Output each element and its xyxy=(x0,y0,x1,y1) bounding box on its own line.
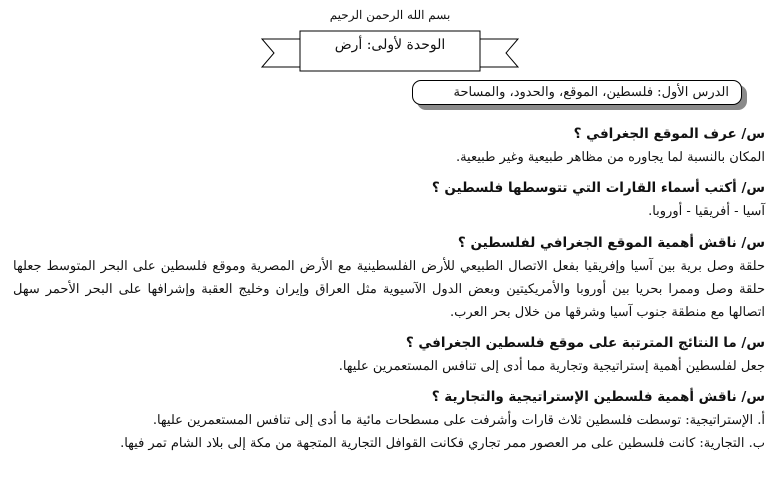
qa-item-4 xyxy=(13,331,765,378)
lesson-box-frame xyxy=(412,80,742,105)
unit-title: الوحدة لأولى: أرض xyxy=(334,37,446,53)
question-heading: س/ ناقش أهمية فلسطين الإستراتيجية والتجارية ؟ xyxy=(431,389,765,405)
question-heading: س/ عرف الموقع الجغرافي ؟ xyxy=(573,126,765,142)
qa-item-2 xyxy=(13,176,765,223)
answer-text: المكان بالنسبة لما يجاوره من مظاهر طبيعية وغير طبيعية. xyxy=(455,150,765,165)
answer-line: ب. التجارية: كانت فلسطين على مر العصور ممر تجاري فكانت القوافل التجارية المتجهة من مكة إلى بلاد الشام تمر فيها. xyxy=(120,436,765,451)
qa-item-3 xyxy=(13,231,765,324)
basmala: بسم الله الرحمن الرحيم xyxy=(329,8,451,22)
lesson-title: الدرس الأول: فلسطين، الموقع، والحدود، والمساحة xyxy=(453,85,729,100)
question-heading: س/ أكتب أسماء القارات التي تتوسطها فلسطين ؟ xyxy=(431,180,765,196)
answer-text: حلقة وصل برية بين آسيا وإفريقيا بفعل الاتصال الطبيعي للأرض الفلسطينية مع الأرض المصرية وموقع فلسطين على البحر المتوسط جعلها حلقة وصل وممرا بحريا بين أوروبا والأمريكيتين وبعض الدول الآسيوية مثل العراق وإيران وخليج العقبة وإشرافها على البحر الأحمر سهل اتصالها مع منطقة جنوب آسيا وشرقها من خلال بحر العرب. xyxy=(13,259,765,320)
qa-item-5 xyxy=(13,385,765,455)
qa-item-1 xyxy=(13,122,765,169)
questions-section xyxy=(13,122,765,455)
lesson-title-box xyxy=(412,80,748,111)
unit-banner xyxy=(260,25,520,75)
answer-line: أ. الإستراتيجية: توسطت فلسطين ثلاث قارات وأشرفت على مسطحات مائية ما أدى إلى تنافس المستعمرين عليها. xyxy=(152,413,765,428)
question-heading: س/ ما النتائج المترتبة على موقع فلسطين الجغرافي ؟ xyxy=(405,335,765,351)
answer-text: جعل لفلسطين أهمية إستراتيجية وتجارية مما أدى إلى تنافس المستعمرين عليها. xyxy=(338,359,765,374)
question-heading: س/ ناقش أهمية الموقع الجغرافي لفلسطين ؟ xyxy=(457,235,765,251)
answer-text: آسيا - أفريقيا - أوروبا. xyxy=(648,204,765,219)
